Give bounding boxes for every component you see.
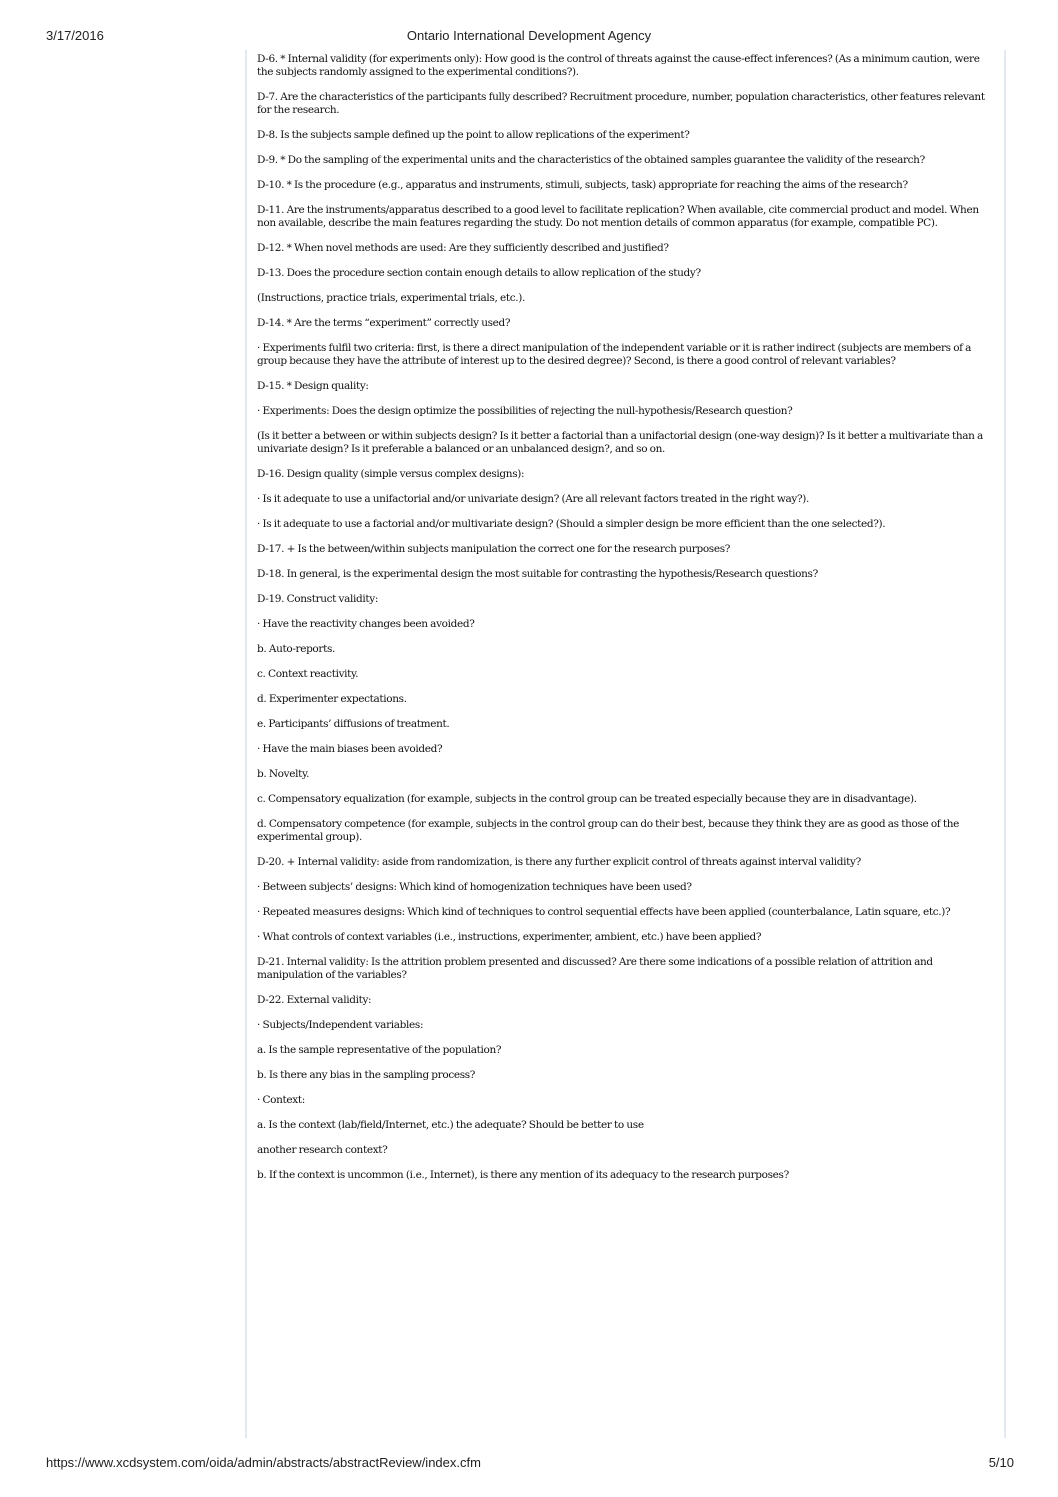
criterion-d15: D-15. * Design quality: xyxy=(257,380,369,392)
criterion-d17: D-17. + Is the between/within subjects manipulation the correct one for the research purposes? xyxy=(257,543,731,555)
page-title: Ontario International Development Agency xyxy=(406,28,652,43)
criterion-d19: D-19. Construct validity: xyxy=(257,593,379,605)
criterion-d8: D-8. Is the subjects sample defined up the point to allow replications of the experiment? xyxy=(257,129,690,141)
criterion-d15-bullet: · Experiments: Does the design optimize the possibilities of rejecting the null-hypothesis/Research question? xyxy=(257,405,793,417)
criterion-d19-bullet-2: · Have the main biases been avoided? xyxy=(257,743,443,755)
criterion-d19-item-e: e. Participants’ diffusions of treatment. xyxy=(257,718,450,730)
print-date: 3/17/2016 xyxy=(46,28,104,43)
criterion-d16-bullet-2: · Is it adequate to use a factorial and/or multivariate design? (Should a simpler design be more efficient than the one selected?). xyxy=(257,518,886,530)
criterion-d18: D-18. In general, is the experimental design the most suitable for contrasting the hypothesis/Research questions? xyxy=(257,568,818,580)
criterion-d19-item-b2: b. Novelty. xyxy=(257,768,310,780)
criterion-d12: D-12. * When novel methods are used: Are they sufficiently described and justified? xyxy=(257,242,669,254)
criterion-d9: D-9. * Do the sampling of the experimental units and the characteristics of the obtained samples guarantee the validity of the research? xyxy=(257,154,925,166)
criterion-d19-item-c: c. Context reactivity. xyxy=(257,668,359,680)
criterion-d11: D-11. Are the instruments/apparatus described to a good level to facilitate replication? When available, cite commercial product and model. When non available, describe the main features regarding the study. Do not mention details of common apparatus (for example, compatible PC). xyxy=(257,204,979,229)
page-url: https://www.xcdsystem.com/oida/admin/abstracts/abstractReview/index.cfm xyxy=(46,1455,481,1470)
criterion-d19-item-d2: d. Compensatory competence (for example, subjects in the control group can do their best, because they think they are as good as those of the experimental group). xyxy=(257,818,959,843)
criterion-d22-item-b2: b. If the context is uncommon (i.e., Internet), is there any mention of its adequacy to the research purposes? xyxy=(257,1169,789,1181)
criterion-d22: D-22. External validity: xyxy=(257,994,372,1006)
criterion-d22-item-a2: a. Is the context (lab/field/Internet, etc.) the adequate? Should be better to use xyxy=(257,1119,644,1131)
criterion-d20: D-20. + Internal validity: aside from randomization, is there any further explicit control of threats against interval validity? xyxy=(257,856,861,868)
criterion-d14: D-14. * Are the terms “experiment” correctly used? xyxy=(257,317,511,329)
criterion-d13: D-13. Does the procedure section contain enough details to allow replication of the study? xyxy=(257,267,701,279)
criterion-d21: D-21. Internal validity: Is the attrition problem presented and discussed? Are there some indications of a possible relation of attrition and manipulation of the variables? xyxy=(257,956,933,981)
criterion-d20-bullet-1: · Between subjects’ designs: Which kind of homogenization techniques have been used? xyxy=(257,881,692,893)
criterion-d15-note: (Is it better a between or within subjects design? Is it better a factorial than a unifactorial design (one-way design)? Is it better a multivariate than a univariate design? Is it preferable a balanced or an unbalanced design?, and so on. xyxy=(257,430,983,455)
criterion-d13-note: (Instructions, practice trials, experimental trials, etc.). xyxy=(257,292,525,304)
criterion-d22-bullet-2: · Context: xyxy=(257,1094,305,1106)
criterion-d19-bullet-1: · Have the reactivity changes been avoided? xyxy=(257,618,475,630)
criterion-d22-item-b: b. Is there any bias in the sampling process? xyxy=(257,1069,476,1081)
criterion-d7: D-7. Are the characteristics of the participants fully described? Recruitment procedure, number, population characteristics, other features relevant for the research. xyxy=(257,91,985,116)
criterion-d10: D-10. * Is the procedure (e.g., apparatus and instruments, stimuli, subjects, task) appropriate for reaching the aims of the research? xyxy=(257,179,908,191)
criterion-d22-item-a2-cont: another research context? xyxy=(257,1144,388,1156)
criterion-d6: D-6. * Internal validity (for experiments only): How good is the control of threats against the cause-effect inferences? (As a minimum caution, were the subjects randomly assigned to the experimental conditions?). xyxy=(257,53,980,78)
criterion-d20-bullet-3: · What controls of context variables (i.e., instructions, experimenter, ambient, etc.) have been applied? xyxy=(257,931,762,943)
review-criteria-panel xyxy=(245,50,1006,1438)
criterion-d19-item-d: d. Experimenter expectations. xyxy=(257,693,407,705)
page-number: 5/10 xyxy=(988,1455,1014,1470)
criterion-d14-bullet: · Experiments fulfil two criteria: first, is there a direct manipulation of the independent variable or it is rather indirect (subjects are members of a group because they have the attribute of interest up to the desired degree)? Second, is there a good control of relevant variables? xyxy=(257,342,972,367)
criterion-d19-item-b: b. Auto-reports. xyxy=(257,643,335,655)
criterion-d22-item-a: a. Is the sample representative of the population? xyxy=(257,1044,502,1056)
criterion-d16-bullet-1: · Is it adequate to use a unifactorial and/or univariate design? (Are all relevant factors treated in the right way?). xyxy=(257,493,809,505)
criterion-d16: D-16. Design quality (simple versus complex designs): xyxy=(257,468,525,480)
criterion-d22-bullet-1: · Subjects/Independent variables: xyxy=(257,1019,424,1031)
criterion-d20-bullet-2: · Repeated measures designs: Which kind of techniques to control sequential effects have been applied (counterbalance, Latin square, etc.)? xyxy=(257,906,951,918)
criterion-d19-item-c2: c. Compensatory equalization (for example, subjects in the control group can be treated especially because they are in disadvantage). xyxy=(257,793,917,805)
